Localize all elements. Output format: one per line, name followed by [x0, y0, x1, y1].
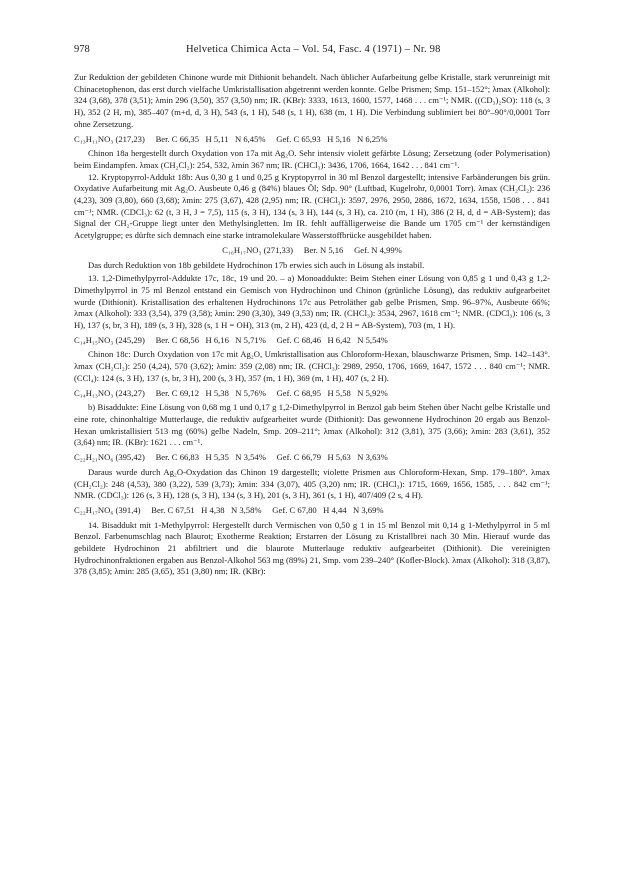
- paragraph-bisaddukte: b) Bisaddukte: Eine Lösung von 0,68 mg 1 und 0,17 g 1,2-Dimethylpyrrol in Benzol gab beim Stehen über Nacht gelbe Kristalle und eine rote, chinonhaltige Mutterlauge, die reduktiv aufgearbeitet wurde (Dithionit): Das gewonnene Hydrochinon 20 ergab aus Benzol-Hexan umkristallisiert 513 mg (60%) gelbe Nadeln, Smp. 209–211°; λmax (Alkohol): 312 (3,81), 375 (3,66); λmin: 283 (3,61), 352 (3,64) nm; IR. (KBr): 1621 . . . cm⁻¹.: [74, 402, 550, 448]
- paragraph-12-kryptopyrrol: 12. Kryptopyrrol-Addukt 18b: Aus 0,30 g 1 und 0,25 g Kryptopyrrol in 30 ml Benzol dargestellt; intensive Farbänderungen bis grün. Oxydative Aufarbeitung mit Ag₂O. Ausbeute 0,46 g (84%) blaues Öl; Sdp. 90° (Luftbad, Kugelrohr, 0,0001 Torr). λmax (CH₂Cl₂): 236 (4,23), 309 (3,80), 660 (3,68); λmin: 275 (3,67), 428 (2,95) nm; IR. (CHCl₃): 3597, 2976, 2950, 2886, 1672, 1634, 1558, 1508 . . . 841 cm⁻¹; NMR. (CDCl₃): 62 (t, 3 H, J = 7,5), 115 (s, 3 H), 134 (s, 3 H), 144 (s, 3 H), ca. 210 (m, 1 H), 386 (2 H, d, d = AB-System); das Signal der CH₂-Gruppe liegt unter den Methylsingletten. Im IR. fehlt auffälligerweise die Bande um 1705 cm⁻¹ der kernständigen Acetylgruppe; es dürfte sich demnach eine starke intramolekulare Wasserstoffbrücke ausgebildet haben.: [74, 171, 550, 241]
- analysis-line-5: C₂₂H₂₁NO₆ (395,42) Ber. C 66,83 H 5,35 N 3,54% Gef. C 66,79 H 5,63 N 3,63%: [74, 452, 388, 463]
- paragraph-chinon-18a: Chinon 18a hergestellt durch Oxydation von 17a mit Ag₂O. Sehr intensiv violett gefärbte Lösung; Zersetzung (oder Polymerisation) beim Eindampfen. λmax (CH₂Cl₂): 254, 532, λmin 367 nm; IR. (CHCl₃): 3436, 1706, 1664, 1642 . . . 841 cm⁻¹.: [74, 148, 550, 170]
- analysis-line-2: C₁₆H₁₇NO₃ (271,33) Ber. N 5,16 Gef. N 4,99%: [222, 244, 402, 255]
- analysis-line-1: C₁₃H₁₁NO₃ (217,23) Ber. C 66,35 H 5,11 N 6,45% Gef. C 65,93 H 5,16 N 6,25%: [74, 133, 388, 144]
- paragraph-chinon-18c: Chinon 18c: Durch Oxydation von 17c mit Ag₂O, Umkristallisation aus Chloroform-Hexan, blauschwarze Prismen, Smp. 142–143°. λmax (CH₂Cl₂): 250 (4,24), 570 (3,62); λmin: 359 (2,08) nm; IR. (CHCl₃): 2989, 2950, 1706, 1669, 1647, 1572 . . . 840 cm⁻¹; NMR. (CCl₄): 124 (s, 3 H), 137 (s, br, 3 H), 200 (s, 3 H), 357 (m, 1 H), 369 (m, 1 H), 407 (s, 2 H).: [74, 349, 550, 383]
- analysis-line-4: C₁₄H₁₃NO₃ (243,27) Ber. C 69,12 H 5,38 N 5,76% Gef. C 68,95 H 5,58 N 5,92%: [74, 387, 388, 398]
- page: [74, 44, 550, 578]
- paragraph-18b-reduction: Das durch Reduktion von 18b gebildete Hydrochinon 17b erwies sich auch in Lösung als instabil.: [88, 259, 425, 270]
- analysis-line-3: C₁₄H₁₅NO₃ (245,29) Ber. C 68,56 H 6,16 N 5,71% Gef. C 68,46 H 6,42 N 5,54%: [74, 334, 388, 345]
- running-header: [74, 44, 550, 60]
- paragraph-13-dimethylpyrrol: 13. 1,2-Dimethylpyrrol-Addukte 17c, 18c, 19 und 20. – a) Monoaddukte: Beim Stehen einer Lösung von 0,85 g 1 und 0,43 g 1,2-Dimethylpyrrol in 75 ml Benzol entstand ein Gemisch von Hydrochinon und Chinon (grünliche Lösung), das reduktiv aufgearbeitet wurde (Dithionit). Kristallisation des erhaltenen Hydrochinons 17c aus Petroläther gab gelbe Prismen, Smp. 96–97%, Ausbeute 66%; λmax (Alkohol): 333 (3,54), 379 (3,58); λmin: 290 (3,30), 349 (3,53) nm; IR. (CHCl₃): 3534, 2967, 1618 cm⁻¹; NMR. (CDCl₃): 106 (s, 3 H), 137 (s, br, 3 H), 189 (s, 3 H), 328 (s, 1 H = OH), 313 (m, 2 H), 423 (d, d, 2 H = AB-System), 703 (m, 1 H).: [74, 273, 550, 331]
- paragraph-14-methylpyrrol: 14. Bisaddukt mit 1-Methylpyrrol: Hergestellt durch Vermischen von 0,50 g 1 in 15 ml Benzol mit 0,14 g 1-Methylpyrrol in 5 ml Benzol. Farbenumschlag nach Blaurot; Exotherme Reaktion; Erstarren der Lösung zu Kristallbrei nach 30 Min. Hierauf wurde das gebildete Hydrochinon 21 abfiltriert und die blaurote Mutterlauge reduktiv aufgearbeitet (Dithionit). Die vereinigten Hydrochinonfraktionen ergaben aus Benzol-Alkohol 563 mg (89%) 21, Smp. vom 239–240° (Kofler-Block). λmax (Alkohol): 318 (3,87), 378 (3,85); λmin: 285 (3,65), 351 (3,80) nm; IR. (KBr):: [74, 519, 550, 577]
- page-number: 978: [74, 44, 90, 55]
- paragraph-reduction: Zur Reduktion der gebildeten Chinone wurde mit Dithionit behandelt. Nach üblicher Aufarbeitung gelbe Kristalle, stark verunreinigt mit Chinacetophenon, das erst durch vielfache Umkristallisation abgetrennt werden konnte. Gelbe Prismen; Smp. 151–152°; λmax (Alkohol): 324 (3,68), 378 (3,51); λmin 296 (3,50), 357 (3,50) nm; IR. (KBr): 3333, 1613, 1600, 1577, 1468 . . . cm⁻¹; NMR. ((CD₃)₂SO): 118 (s, 3 H), 352 (2 H, m), 385–407 (m+d, d, 3 H), 543 (s, 1 H), 548 (s, 1 H), 638 (m, 1 H). Die Verbindung sublimiert bei 80°–90°/0,0001 Torr ohne Zersetzung.: [74, 72, 550, 129]
- analysis-line-6: C₂₂H₁₇NO₆ (391,4) Ber. C 67,51 H 4,38 N 3,58% Gef. C 67,80 H 4,44 N 3,69%: [74, 504, 384, 515]
- paragraph-chinon-19: Daraus wurde durch Ag₂O-Oxydation das Chinon 19 dargestellt; violette Prismen aus Chloroform-Hexan, Smp. 179–180°. λmax (CH₂Cl₂): 248 (4,53), 380 (3,22), 539 (3,73); λmin: 334 (3,07), 405 (3,20) nm; IR. (CHCl₃): 1715, 1669, 1656, 1585, . . . 842 cm⁻¹; NMR. (CDCl₃): 126 (s, 3 H), 128 (s, 3 H), 134 (s, 3 H), 201 (s, 3 H), 361 (s, 1 H), 407/409 (2 s, 4 H).: [74, 466, 550, 501]
- article-body: [74, 72, 550, 578]
- running-title: Helvetica Chimica Acta – Vol. 54, Fasc. 4 (1971) – Nr. 98: [186, 44, 441, 55]
